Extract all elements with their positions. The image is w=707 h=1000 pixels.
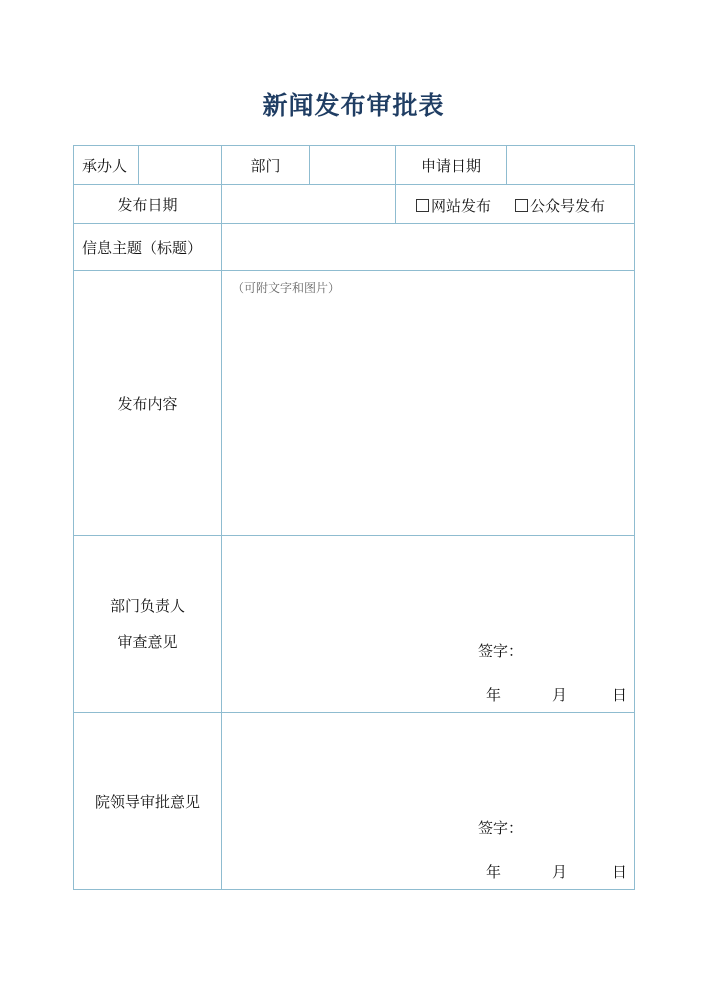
- content-hint: （可附文字和图片）: [232, 281, 341, 295]
- option-website[interactable]: [416, 195, 491, 216]
- department-month-label: 月: [552, 686, 568, 704]
- form-title: 新闻发布审批表: [262, 91, 445, 120]
- leader-approval-field[interactable]: [222, 713, 635, 890]
- row-publish-date: [74, 185, 635, 224]
- handler-label: 承办人: [74, 146, 139, 185]
- leader-day-label: 日: [612, 863, 628, 881]
- wechat-option-label: 公众号发布: [530, 197, 606, 215]
- website-option-label: 网站发布: [431, 197, 492, 215]
- apply-date-label: 申请日期: [396, 146, 507, 185]
- department-label: 部门: [222, 146, 310, 185]
- publish-channel-options: [396, 185, 635, 224]
- department-day-label: 日: [612, 686, 628, 704]
- department-review-label: [74, 536, 222, 713]
- row-department-review: [74, 536, 635, 713]
- leader-year-label: 年: [486, 863, 502, 881]
- row-leader-approval: [74, 713, 635, 890]
- department-sign-label: 签字：: [478, 642, 524, 660]
- wechat-checkbox[interactable]: [515, 199, 528, 212]
- department-year-label: 年: [486, 686, 502, 704]
- approval-form-table: [73, 145, 635, 890]
- row-subject: [74, 224, 635, 271]
- row-applicant: [74, 146, 635, 185]
- department-review-label-line2: 审查意见: [117, 632, 178, 651]
- publish-date-label: 发布日期: [74, 185, 222, 224]
- department-review-label-line1: 部门负责人: [109, 596, 185, 615]
- website-checkbox[interactable]: [416, 199, 429, 212]
- publish-date-field[interactable]: [222, 185, 396, 224]
- option-wechat[interactable]: [515, 195, 605, 216]
- handler-field[interactable]: [139, 146, 222, 185]
- row-content: [74, 271, 635, 536]
- apply-date-field[interactable]: [507, 146, 635, 185]
- content-field[interactable]: [222, 271, 635, 536]
- subject-field[interactable]: [222, 224, 635, 271]
- department-field[interactable]: [310, 146, 396, 185]
- leader-sign-label: 签字：: [478, 819, 524, 837]
- leader-approval-label: 院领导审批意见: [74, 713, 222, 890]
- content-label: 发布内容: [74, 271, 222, 536]
- department-review-field[interactable]: [222, 536, 635, 713]
- leader-month-label: 月: [552, 863, 568, 881]
- subject-label: 信息主题（标题）: [74, 224, 222, 271]
